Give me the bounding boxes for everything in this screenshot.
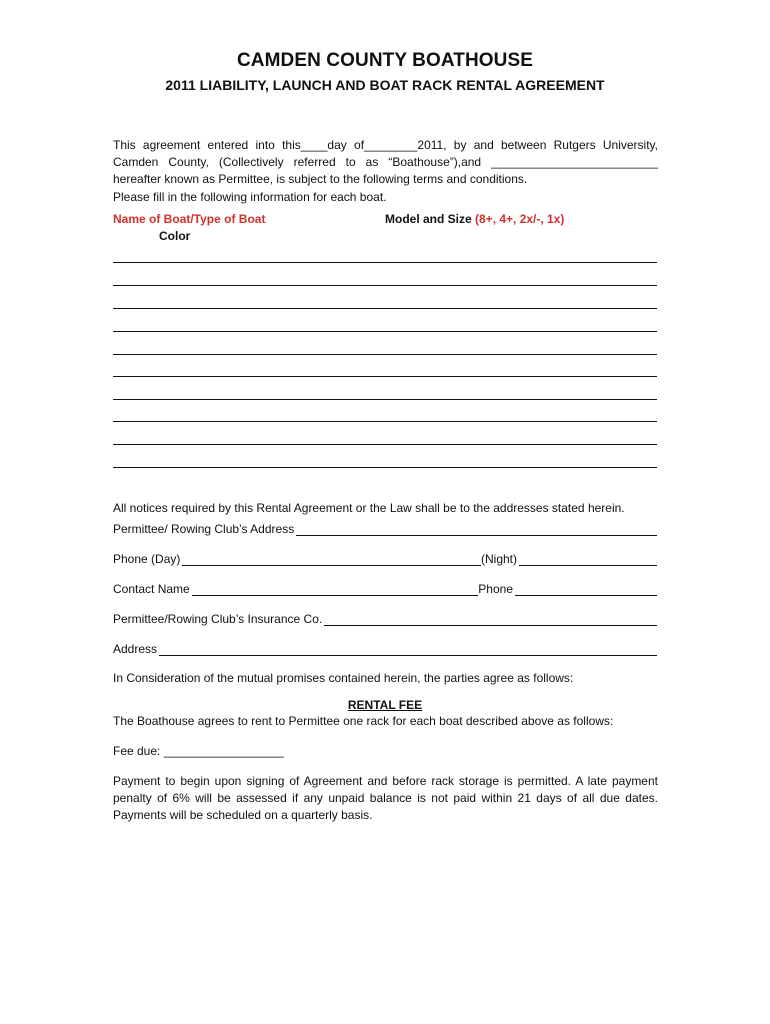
model-size-header [385,212,564,226]
phone-night-field[interactable] [519,554,657,566]
contact-phone-field[interactable] [515,584,657,596]
intro-paragraph: This agreement entered into this____day of________2011, by and between Rutgers University, Camden County, (Collectively referred to as “Boathouse”),and _________________________ hereafter known as Permittee, is subject to the following terms and conditions. [113,138,658,186]
boat-entry-line[interactable] [113,467,657,468]
boat-entry-line[interactable] [113,354,657,355]
phone-row [113,552,657,566]
phone-night-label: (Night) [480,552,517,566]
address-row [113,522,657,536]
contact-phone-label: Phone [478,582,513,596]
contact-row [113,582,657,596]
insurance-field[interactable] [324,614,657,626]
page-title: CAMDEN COUNTY BOATHOUSE [236,50,534,71]
insurance-address-label: Address [113,642,158,656]
page-subtitle: 2011 LIABILITY, LAUNCH AND BOAT RACK RENTAL AGREEMENT [165,77,605,93]
boat-entry-line[interactable] [113,285,657,286]
phone-day-field[interactable] [182,554,481,566]
boat-entry-line[interactable] [113,399,657,400]
model-size-options: (8+, 4+, 2x/-, 1x) [475,212,565,226]
instructions: Please fill in the following information for each boat. [113,190,387,204]
boat-entry-line[interactable] [113,308,657,309]
phone-day-label: Phone (Day) [113,552,181,566]
contact-name-label: Contact Name [113,582,190,596]
notices-text: All notices required by this Rental Agreement or the Law shall be to the addresses stated herein. [113,501,625,515]
boat-entry-line[interactable] [113,376,657,377]
boat-entry-line[interactable] [113,421,657,422]
address-field[interactable] [296,524,657,536]
rental-fee-heading: RENTAL FEE [347,698,423,712]
rental-fee-text: The Boathouse agrees to rent to Permittee one rack for each boat described above as follows: [113,714,614,728]
payment-terms: Payment to begin upon signing of Agreement and before rack storage is permitted. A late payment penalty of 6% will be assessed if any unpaid balance is not paid within 21 days of all due dates. Payments will be scheduled on a quarterly basis. [113,774,658,822]
insurance-row [113,612,657,626]
contact-name-field[interactable] [192,584,479,596]
boat-name-header: Name of Boat/Type of Boat [113,212,266,226]
consideration-text: In Consideration of the mutual promises contained herein, the parties agree as follows: [113,671,574,685]
boat-entry-line[interactable] [113,331,657,332]
insurance-address-field[interactable] [159,644,657,656]
boat-entry-line[interactable] [113,262,657,263]
model-size-label: Model and Size [385,212,476,226]
insurance-address-row [113,642,657,656]
insurance-label: Permittee/Rowing Club’s Insurance Co. [113,612,323,626]
fee-due[interactable]: Fee due: __________________ [113,744,284,758]
boat-entry-line[interactable] [113,444,657,445]
address-label: Permittee/ Rowing Club’s Address [113,522,295,536]
boat-color-header: Color [159,229,191,243]
